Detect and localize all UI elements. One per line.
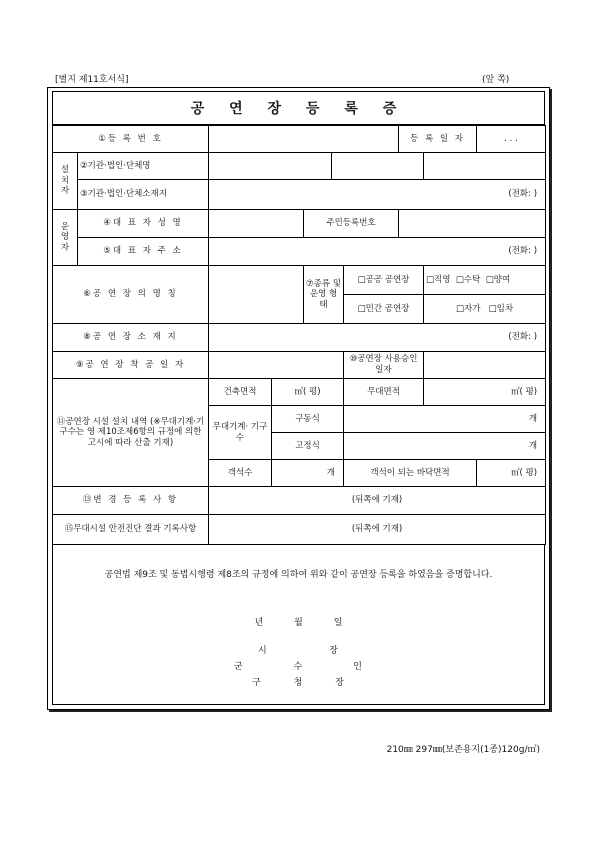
- org-address-label: ③기관·법인·단체소재지: [78, 180, 209, 210]
- stage-area-label: 무대면적: [344, 379, 424, 406]
- building-area-field[interactable]: ㎡( 평): [272, 379, 344, 406]
- mayor-char-1: 시: [258, 646, 267, 656]
- county-char-1: 군: [234, 662, 243, 672]
- org-name-field-2[interactable]: [332, 153, 424, 180]
- registration-certificate-form: [47, 87, 550, 710]
- month-label: 월: [294, 618, 303, 628]
- lease-checkbox[interactable]: □임차: [488, 303, 514, 314]
- rep-name-label: ④대 표 자 성 명: [78, 210, 209, 238]
- stage-area-field[interactable]: ㎡( 평): [424, 379, 546, 406]
- use-approval-field[interactable]: [424, 352, 546, 379]
- seats-field[interactable]: 개: [272, 460, 344, 487]
- year-label: 년: [254, 618, 264, 628]
- certificate-section: [52, 544, 545, 705]
- org-name-field-3[interactable]: [424, 153, 546, 180]
- seat-floor-label: 객석이 되는 바닥면적: [344, 460, 477, 487]
- reg-number-field[interactable]: [209, 126, 399, 153]
- operator-group-text: 운 영 자: [60, 221, 70, 253]
- reg-date-label: 등 록 일 자: [399, 126, 477, 153]
- venue-name-label: ⑥공 연 장 의 명 칭: [53, 266, 209, 324]
- construction-date-label: ⑨공 연 장 착 공 일 자: [53, 352, 209, 379]
- page-side-label: (앞 쪽): [482, 75, 510, 85]
- issuer-block: [198, 643, 398, 691]
- self-owned-checkbox[interactable]: □자가: [456, 303, 481, 314]
- founder-group-text: 설 치 자: [60, 165, 70, 197]
- building-area-label: 건축면적: [209, 379, 272, 406]
- type-label: ⑦종류 및 운영 형태: [304, 266, 344, 324]
- drive-count-field[interactable]: 개: [344, 406, 546, 433]
- consign-checkbox[interactable]: □수탁: [455, 274, 481, 285]
- fixed-label: 고정식: [272, 433, 344, 460]
- public-ops-options: [424, 266, 546, 295]
- transfer-checkbox[interactable]: □양여: [485, 274, 511, 285]
- mayor-char-2: 장: [329, 646, 338, 656]
- org-name-label: ②기관·법인·단체명: [78, 153, 209, 180]
- use-approval-label: ⑩공연장 사용승인일자: [344, 352, 424, 379]
- day-label: 일: [333, 618, 343, 628]
- registration-table: [52, 125, 546, 545]
- venue-location-label: ⑧공 연 장 소 재 지: [53, 324, 209, 352]
- certificate-body: 공연법 제9조 및 동법시행령 제8조의 규정에 의하여 위와 같이 공연장 등록을 하였음을 증명합니다.: [104, 570, 493, 580]
- district-char-1: 구: [252, 678, 261, 688]
- rep-address-field[interactable]: (전화: ): [209, 238, 546, 266]
- private-ops-options: [424, 295, 546, 324]
- district-char-2: 청: [293, 678, 303, 688]
- safety-field[interactable]: (뒤쪽에 기재): [209, 515, 546, 545]
- form-title: 공 연 장 등 록 증: [52, 91, 545, 125]
- safety-label: ⑮무대시설 안전진단 결과 기록사항: [53, 515, 209, 545]
- paper-spec: 210㎜ 297㎜(보존용지(1종)120g/㎡): [386, 745, 540, 755]
- operator-group-label: [53, 210, 78, 266]
- drive-label: 구동식: [272, 406, 344, 433]
- public-venue-checkbox[interactable]: □공공 공연장: [344, 266, 424, 295]
- rep-name-field[interactable]: [209, 210, 304, 238]
- district-char-3: 장: [335, 678, 344, 688]
- facility-label: ⑪공연장 시설 설치 내역 (※무대기계·기구수는 영 제10조제6항의 규정에 의한 고시에 따라 산출 기재): [53, 379, 209, 487]
- founder-group-label: [53, 153, 78, 210]
- org-name-field[interactable]: [209, 153, 332, 180]
- change-field[interactable]: (뒤쪽에 기재): [209, 487, 546, 515]
- private-venue-checkbox[interactable]: □민간 공연장: [344, 295, 424, 324]
- form-number: [별지 제11호서식]: [55, 75, 129, 85]
- resident-no-label: 주민등록번호: [304, 210, 399, 238]
- county-char-3: 인: [353, 662, 362, 672]
- venue-location-field[interactable]: (전화: ): [209, 324, 546, 352]
- seat-floor-field[interactable]: ㎡( 평): [477, 460, 546, 487]
- direct-checkbox[interactable]: □직영: [426, 274, 451, 285]
- venue-name-field[interactable]: [209, 266, 304, 324]
- resident-no-field[interactable]: [399, 210, 546, 238]
- seats-label: 객석수: [209, 460, 272, 487]
- rep-address-label: ⑤대 표 자 주 소: [78, 238, 209, 266]
- stage-equipment-label: 무대기계· 기구수: [209, 406, 272, 460]
- county-char-2: 수: [293, 662, 303, 672]
- reg-number-label: ①등 록 번 호: [53, 126, 209, 153]
- issue-date: [53, 615, 544, 628]
- org-address-field[interactable]: (전화: ): [209, 180, 546, 210]
- reg-date-field[interactable]: . . .: [477, 126, 546, 153]
- construction-date-field[interactable]: [209, 352, 344, 379]
- fixed-count-field[interactable]: 개: [344, 433, 546, 460]
- change-label: ⑬변 경 등 록 사 항: [53, 487, 209, 515]
